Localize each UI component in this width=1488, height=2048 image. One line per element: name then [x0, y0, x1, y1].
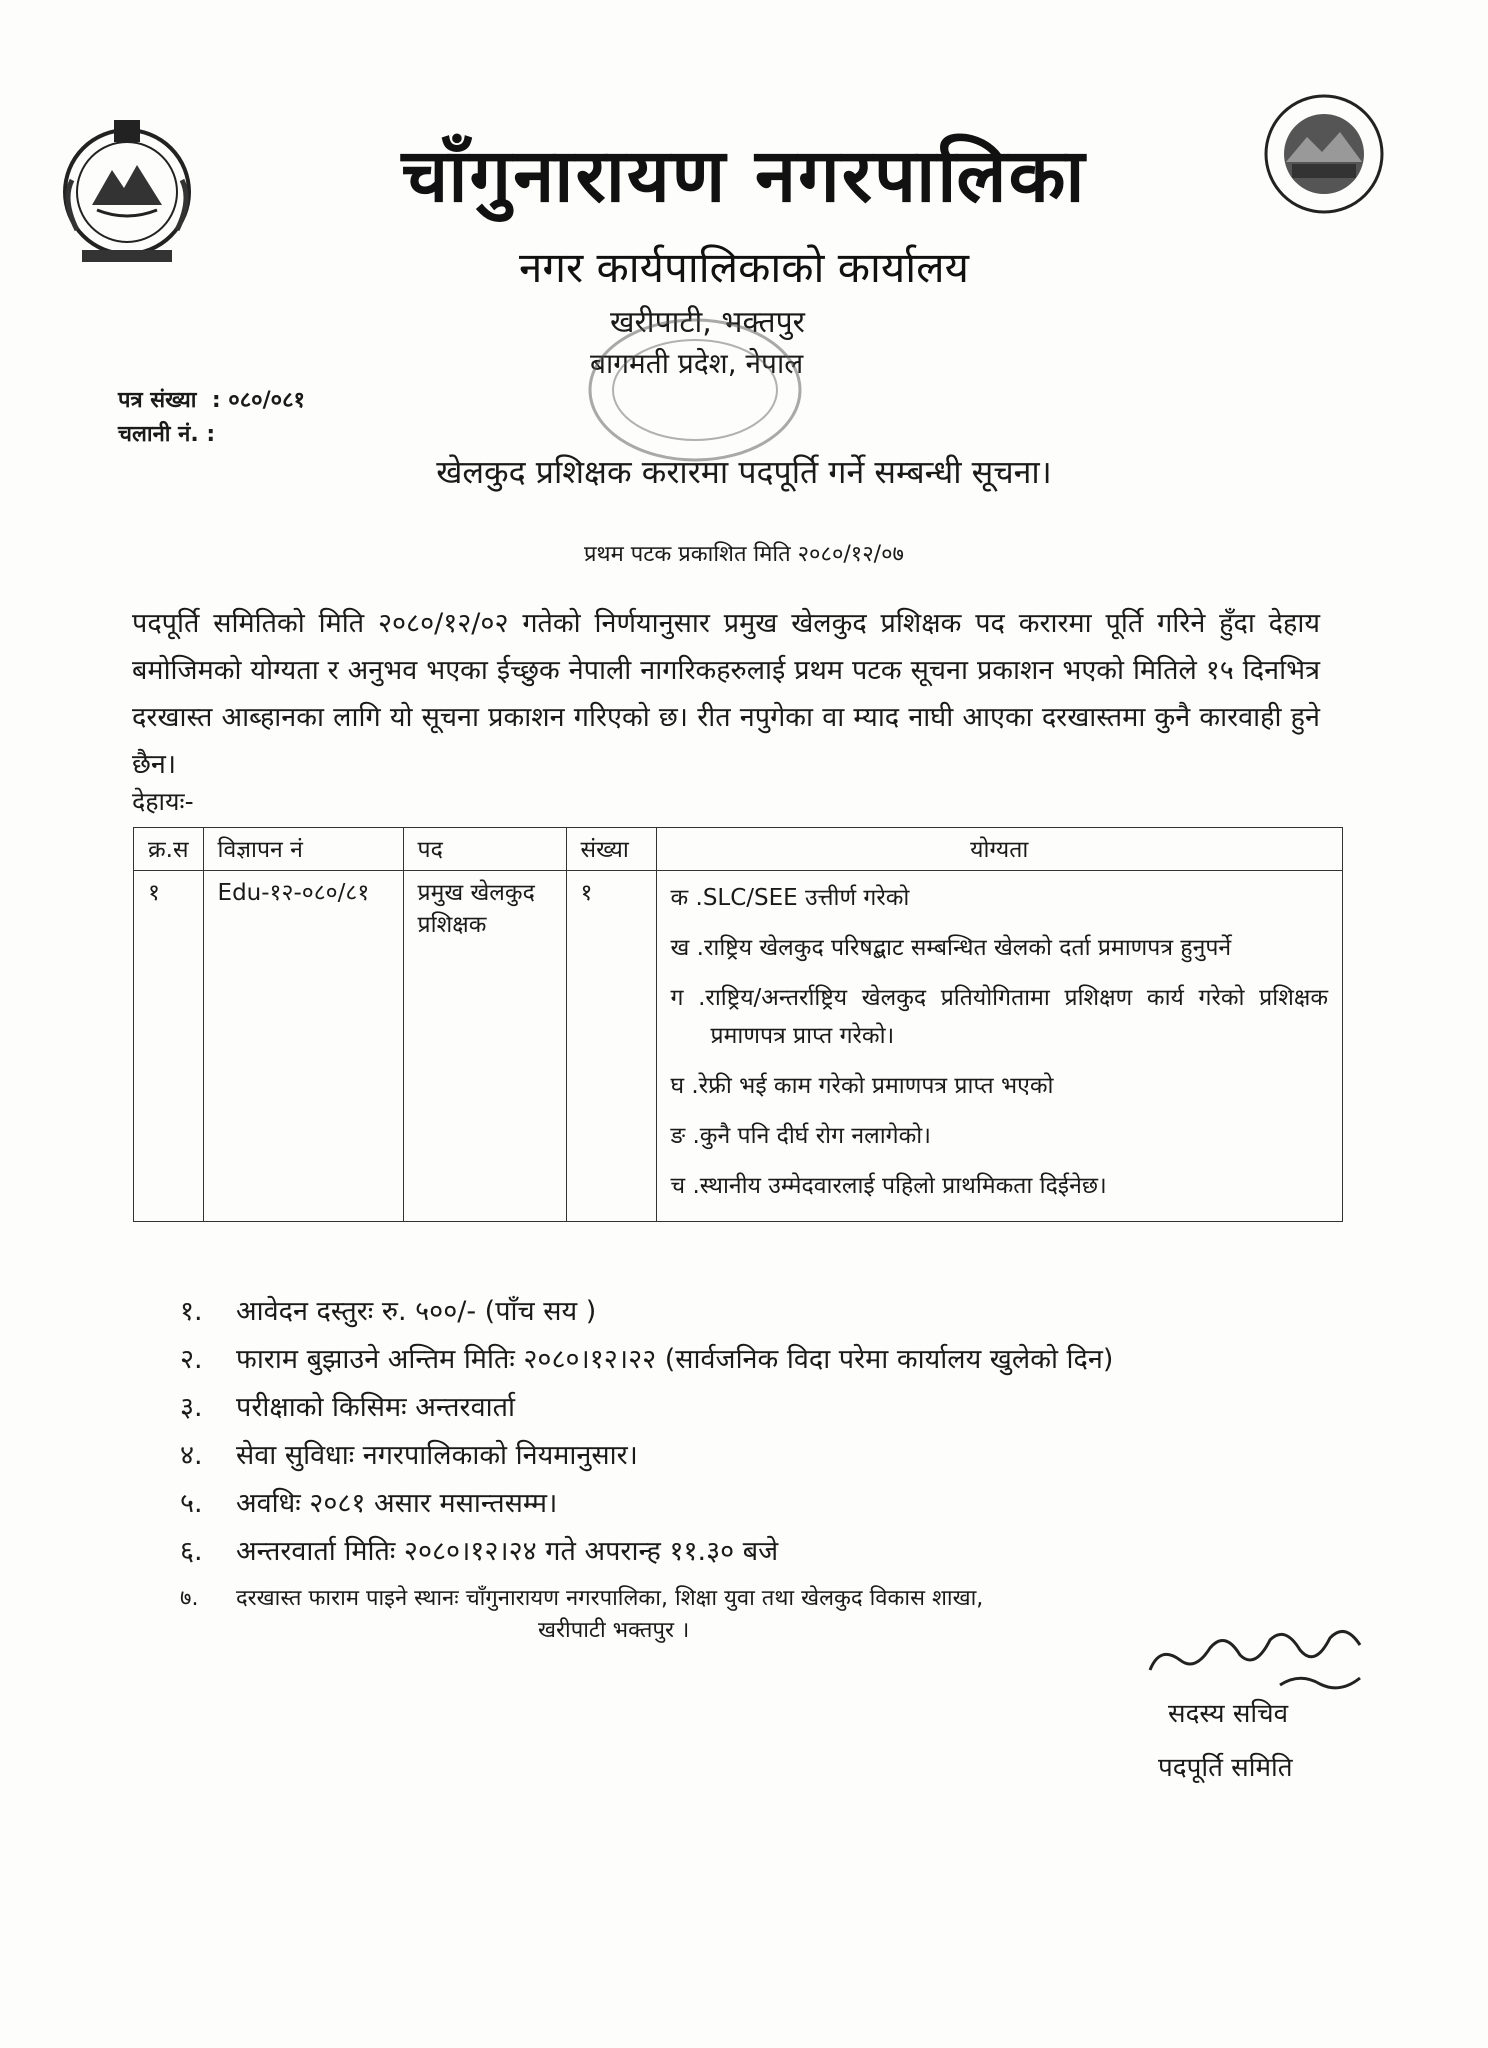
- qualification-item: घ .रेफ्री भई काम गरेको प्रमाणपत्र प्राप्त भएको: [670, 1073, 1054, 1099]
- signatory-title: सदस्य सचिव: [1168, 1699, 1289, 1729]
- qualification-item: च .स्थानीय उम्मेदवारलाई पहिलो प्राथमिकता दिईनेछ।: [670, 1173, 1107, 1199]
- terms-list: [180, 1285, 1113, 1621]
- dispatch-number: चलानी नं. :: [118, 422, 216, 447]
- qualification-item: ङ .कुनै पनि दीर्घ रोग नलागेको।: [670, 1123, 931, 1149]
- address-line-2: बागमती प्रदेश, नेपाल: [590, 347, 804, 380]
- vacancy-table: [133, 827, 1343, 1222]
- publication-date: प्रथम पटक प्रकाशित मिति २०८०/१२/०७: [584, 542, 904, 567]
- header-sn: क्र.स: [134, 828, 204, 871]
- term-item: ४. सेवा सुविधाः नगरपालिकाको नियमानुसार।: [180, 1439, 638, 1471]
- term-item: २. फाराम बुझाउने अन्तिम मितिः २०८०।१२।२२ (सार्वजनिक विदा परेमा कार्यालय खुलेको दिन): [180, 1343, 1114, 1375]
- qualification-item: ग .राष्ट्रिय/अन्तर्राष्ट्रिय खेलकुद प्रतियोगितामा प्रशिक्षण कार्य गरेको प्रशिक्षक प्रमाणपत्र प्राप्त गरेको।: [670, 985, 1328, 1049]
- cell-post: प्रमुख खेलकुद प्रशिक्षक: [403, 871, 566, 1222]
- qualification-item: क .SLC/SEE उत्तीर्ण गरेको: [670, 885, 910, 911]
- notice-heading: खेलकुद प्रशिक्षक करारमा पदपूर्ति गर्ने सम्बन्धी सूचना।: [436, 453, 1052, 491]
- term-item: १. आवेदन दस्तुरः रु. ५००/- (पाँच सय ): [180, 1295, 597, 1327]
- municipality-title: चाँगुनारायण नगरपालिका: [401, 133, 1087, 219]
- handwritten-signature-icon: [1140, 1610, 1370, 1700]
- cell-count: १: [566, 871, 656, 1222]
- signatory-committee: पदपूर्ति समिति: [1158, 1753, 1293, 1783]
- cell-ad-no: Edu-१२-०८०/८१: [203, 871, 403, 1222]
- header-count: संख्या: [566, 828, 656, 871]
- qualification-item: ख .राष्ट्रिय खेलकुद परिषद्बाट सम्बन्धित खेलको दर्ता प्रमाणपत्र हुनुपर्ने: [670, 935, 1232, 961]
- header-post: पद: [403, 828, 566, 871]
- cell-qualifications: [656, 871, 1342, 1222]
- table-header-row: [134, 828, 1343, 871]
- term-item: ५. अवधिः २०८१ असार मसान्तसम्म।: [180, 1487, 558, 1519]
- term-item: ७. दरखास्त फाराम पाइने स्थानः चाँगुनारायण नगरपालिका, शिक्षा युवा तथा खेलकुद विकास शाखा,: [180, 1586, 984, 1611]
- dehaya-label: देहायः-: [132, 787, 194, 816]
- term-item: ६. अन्तरवार्ता मितिः २०८०।१२।२४ गते अपरान्ह ११.३० बजे: [180, 1535, 779, 1567]
- term-7-continuation: खरीपाटी भक्तपुर ।: [538, 1618, 690, 1643]
- table-row: [134, 871, 1343, 1222]
- header-ad-no: विज्ञापन नं: [203, 828, 403, 871]
- term-item: ३. परीक्षाको किसिमः अन्तरवार्ता: [180, 1391, 515, 1423]
- address-line-1: खरीपाटी, भक्तपुर: [610, 305, 805, 340]
- notice-paragraph: पदपूर्ति समितिको मिति २०८०/१२/०२ गतेको निर्णयानुसार प्रमुख खेलकुद प्रशिक्षक पद करारमा पूर्ति गरिने हुँदा देहाय बमोजिमको योग्यता र अनुभव भएका ईच्छुक नेपाली नागरिकहरुलाई प्रथम पटक सूचना प्रकाशन भएको मितिले १५ दिनभित्र दरखास्त आब्हानका लागि यो सूचना प्रकाशन गरिएको छ। रीत नपुगेका वा म्याद नाघी आएका दरखास्तमा कुनै कारवाही हुने छैन।: [132, 608, 1320, 780]
- office-subtitle: नगर कार्यपालिकाको कार्यालय: [519, 243, 969, 292]
- header-qualification: योग्यता: [656, 828, 1342, 871]
- letter-number: पत्र संख्या : ०८०/०८१: [118, 388, 305, 413]
- cell-sn: १: [134, 871, 204, 1222]
